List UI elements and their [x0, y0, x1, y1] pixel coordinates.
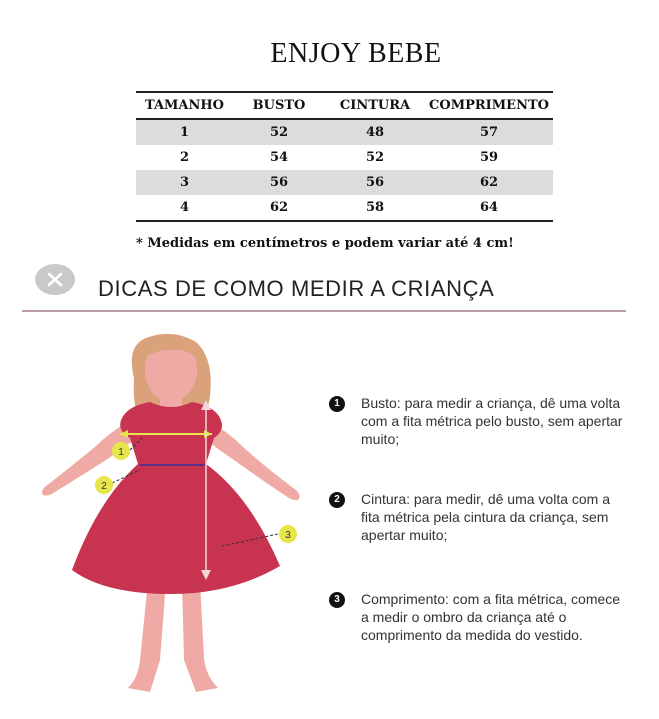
measurement-note: * Medidas em centímetros e podem variar até 4 cm! [136, 236, 514, 251]
tip-number-badge: 2 [329, 492, 345, 508]
column-header-length: COMPRIMENTO [425, 92, 553, 119]
column-header-bust: BUSTO [233, 92, 325, 119]
right-leg [182, 582, 218, 692]
cell-bust: 62 [233, 195, 325, 221]
table-row [136, 145, 553, 170]
cell-bust: 54 [269, 150, 289, 165]
column-header-size: TAMANHO [136, 92, 233, 119]
table-row [136, 195, 553, 221]
cell-size: 4 [136, 195, 233, 221]
dress [72, 402, 280, 594]
cell-waist: 48 [325, 119, 425, 145]
cell-bust: 52 [233, 119, 325, 145]
child-measurement-illustration [0, 320, 330, 710]
cell-length: 57 [425, 119, 553, 145]
cell-waist: 52 [365, 150, 385, 165]
marker-2-label: 2 [101, 481, 107, 492]
cell-length: 59 [479, 150, 499, 165]
cell-size: 2 [179, 150, 190, 165]
marker-1-label: 1 [118, 447, 124, 458]
divider [22, 310, 626, 312]
table-row [136, 170, 553, 195]
tip-text: Busto: para medir a criança, dê uma volta com a fita métrica pelo busto, sem apertar muito; [361, 395, 623, 447]
cell-size: 1 [136, 119, 233, 145]
tip-number-badge: 1 [329, 396, 345, 412]
column-header-waist: CINTURA [325, 92, 425, 119]
left-leg [128, 582, 166, 692]
size-table [136, 91, 553, 222]
marker-3 [279, 525, 297, 543]
tip-number-badge: 3 [329, 592, 345, 608]
cell-length: 64 [425, 195, 553, 221]
brand-title: ENJOY BEBE [270, 38, 442, 69]
cell-waist: 56 [325, 170, 425, 195]
tips-title: DICAS DE COMO MEDIR A CRIANÇA [98, 276, 495, 301]
marker-2 [95, 476, 113, 494]
table-row [136, 119, 553, 145]
marker-3-label: 3 [285, 530, 291, 541]
close-button[interactable] [35, 264, 75, 295]
close-icon [47, 272, 63, 287]
cell-waist: 58 [325, 195, 425, 221]
cell-length: 62 [425, 170, 553, 195]
table-header-row [136, 92, 553, 119]
cell-size: 3 [136, 170, 233, 195]
marker-1 [112, 442, 130, 460]
tip-text: Comprimento: com a fita métrica, comece a medir o ombro da criança até o comprimento da medida do vestido. [361, 591, 621, 643]
tip-text: Cintura: para medir, dê uma volta com a fita métrica pela cintura da criança, sem apertar muito; [361, 491, 611, 543]
cell-bust: 56 [233, 170, 325, 195]
